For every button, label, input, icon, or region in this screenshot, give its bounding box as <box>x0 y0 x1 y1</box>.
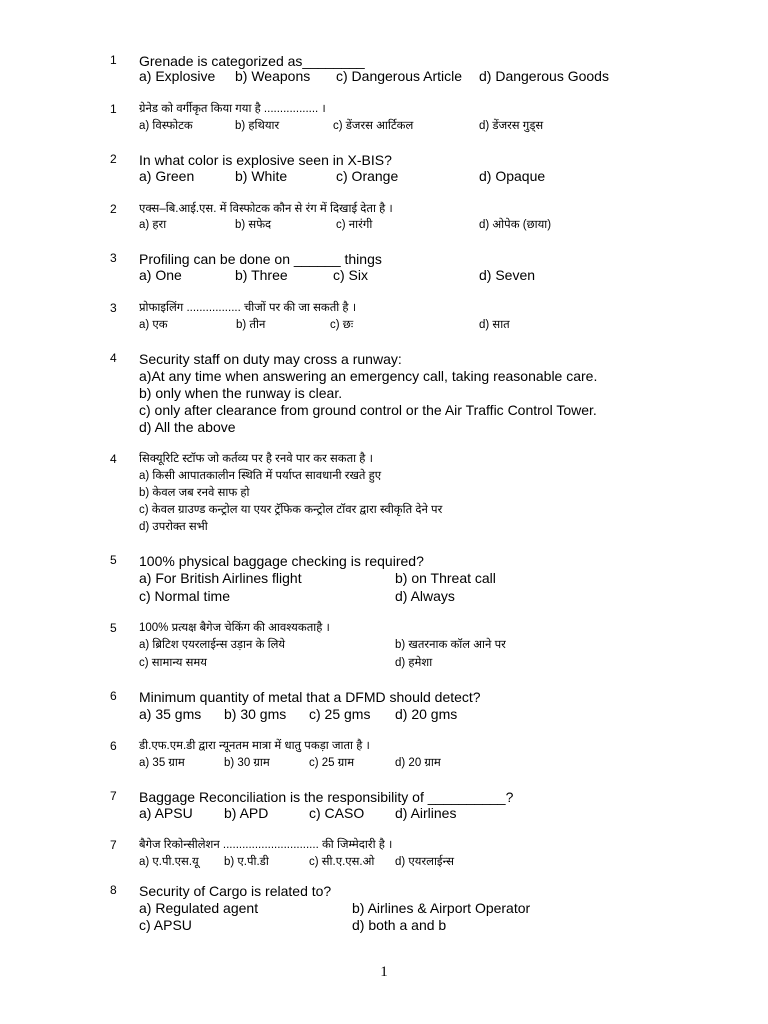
question-number: 5 <box>110 553 117 567</box>
option-d: d) All the above <box>139 419 236 435</box>
option-c: c) नारंगी <box>336 219 373 231</box>
question-text: 100% प्रत्यक्ष बैगेज चेकिंग की आवश्यकताहै । <box>139 622 330 634</box>
question-number: 5 <box>110 621 117 635</box>
option-c: c) 25 gms <box>309 706 371 722</box>
option-c: c) केवल ग्राउण्ड कन्ट्रोल या एयर ट्रॅफिक कन्ट्रोल टॉवर द्वारा स्वीकृति देने पर <box>139 504 443 516</box>
question-text: डी.एफ.एम.डी द्वारा न्यूनतम मात्रा में धातु पकड़ा जाता है । <box>139 740 370 752</box>
page-number: 1 <box>380 964 388 980</box>
question-text: Security staff on duty may cross a runway: <box>139 351 402 367</box>
option-a: a) Regulated agent <box>139 900 259 916</box>
option-a: a) 35 ग्राम <box>139 757 185 769</box>
question-text: Baggage Reconciliation is the responsibility of __________? <box>139 789 514 805</box>
question-number: 2 <box>110 152 117 166</box>
option-a: a) Explosive <box>139 68 216 84</box>
option-d: d) Always <box>395 588 455 604</box>
question-number: 3 <box>110 251 117 265</box>
question-number: 2 <box>110 202 117 216</box>
option-b: b) Three <box>235 267 288 283</box>
option-b: b) 30 ग्राम <box>224 757 270 769</box>
option-c: c) सी.ए.एस.ओ <box>309 856 375 868</box>
question-number: 3 <box>110 301 117 315</box>
option-a: a) हरा <box>139 219 167 231</box>
option-d: d) Seven <box>479 267 536 283</box>
option-b: b) Airlines & Airport Operator <box>352 900 531 916</box>
option-a: a) ए.पी.एस.यू <box>139 856 199 868</box>
option-d: d) ओपेक (छाया) <box>479 219 552 231</box>
option-a: a) ब्रिटिश एयरलाईन्स उड़ान के लिये <box>139 639 286 651</box>
question-text: 100% physical baggage checking is required? <box>139 553 424 569</box>
option-a: a) One <box>139 267 182 283</box>
question-text: एक्स–बि.आई.एस. में विस्फोटक कौन से रंग में दिखाई देता है । <box>139 203 393 215</box>
option-a: a) किसी आपातकालीन स्थिति में पर्याप्त सावधानी रखते हुए <box>139 470 382 482</box>
question-number: 6 <box>110 739 117 753</box>
question-text: बैगेज रिकोन्सीलेशन .............................. की जिम्मेदारी है । <box>139 839 393 851</box>
question-text: Minimum quantity of metal that a DFMD should detect? <box>139 689 481 705</box>
option-b: b) White <box>235 168 288 184</box>
question-number: 4 <box>110 452 117 466</box>
option-b: b) APD <box>224 805 269 821</box>
option-d: d) Dangerous Goods <box>479 68 609 84</box>
option-b: b) only when the runway is clear. <box>139 385 343 401</box>
option-a: a) एक <box>139 319 168 331</box>
option-c: c) 25 ग्राम <box>309 757 355 769</box>
option-d: d) उपरोक्त सभी <box>139 521 208 533</box>
option-b: b) ए.पी.डी <box>224 856 269 868</box>
option-c: c) Orange <box>336 168 399 184</box>
option-b: b) तीन <box>236 319 266 331</box>
question-number: 7 <box>110 838 117 852</box>
option-c: c) Normal time <box>139 588 231 604</box>
option-c: c) only after clearance from ground control or the Air Traffic Control Tower. <box>139 402 597 418</box>
option-c: c) CASO <box>309 805 365 821</box>
option-c: c) सामान्य समय <box>139 657 207 669</box>
question-number: 8 <box>110 883 117 897</box>
question-text: ग्रेनेड को वर्गीकृत किया गया है ................. । <box>139 103 326 115</box>
question-text: Security of Cargo is related to? <box>139 883 332 899</box>
option-d: d) हमेशा <box>395 657 433 669</box>
option-c: c) डेंजरस आर्टिकल <box>333 120 414 132</box>
question-text: Grenade is categorized as________ <box>139 53 365 69</box>
question-text: सिक्यूरिटि स्टॉफ जो कर्तव्य पर है रनवे पार कर सकता है । <box>139 453 373 465</box>
option-a: a) Green <box>139 168 195 184</box>
option-a: a) विस्फोटक <box>139 120 193 132</box>
question-text: In what color is explosive seen in X-BIS? <box>139 152 392 168</box>
option-c: c) Six <box>333 267 368 283</box>
option-a: a)At any time when answering an emergency call, taking reasonable care. <box>139 368 598 384</box>
question-number: 1 <box>110 102 117 116</box>
option-a: a) 35 gms <box>139 706 202 722</box>
option-c: c) APSU <box>139 917 192 933</box>
option-d: d) Opaque <box>479 168 546 184</box>
option-a: a) APSU <box>139 805 193 821</box>
question-number: 1 <box>110 53 117 67</box>
option-a: a) For British Airlines flight <box>139 570 302 586</box>
option-b: b) 30 gms <box>224 706 287 722</box>
option-d: d) 20 ग्राम <box>395 757 441 769</box>
option-d: d) सात <box>479 319 510 331</box>
option-c: c) छः <box>330 319 354 331</box>
option-c: c) Dangerous Article <box>336 68 463 84</box>
option-d: d) डेंजरस गुड्स <box>479 120 544 132</box>
question-number: 4 <box>110 351 117 365</box>
option-d: d) Airlines <box>395 805 457 821</box>
question-number: 6 <box>110 689 117 703</box>
question-number: 7 <box>110 789 117 803</box>
question-text: Profiling can be done on ______ things <box>139 251 382 267</box>
option-b: b) खतरनाक कॉल आने पर <box>395 639 506 651</box>
option-d: d) एयरलाईन्स <box>395 856 455 868</box>
option-b: b) हथियार <box>235 120 280 132</box>
question-text: प्रोफाइलिंग ................. चीजों पर की जा सकती है । <box>139 302 357 314</box>
option-d: d) 20 gms <box>395 706 458 722</box>
option-b: b) सफेद <box>235 219 272 231</box>
option-b: b) केवल जब रनवे साफ हो <box>139 487 250 499</box>
option-d: d) both a and b <box>352 917 447 933</box>
option-b: b) on Threat call <box>395 570 496 586</box>
option-b: b) Weapons <box>235 68 311 84</box>
